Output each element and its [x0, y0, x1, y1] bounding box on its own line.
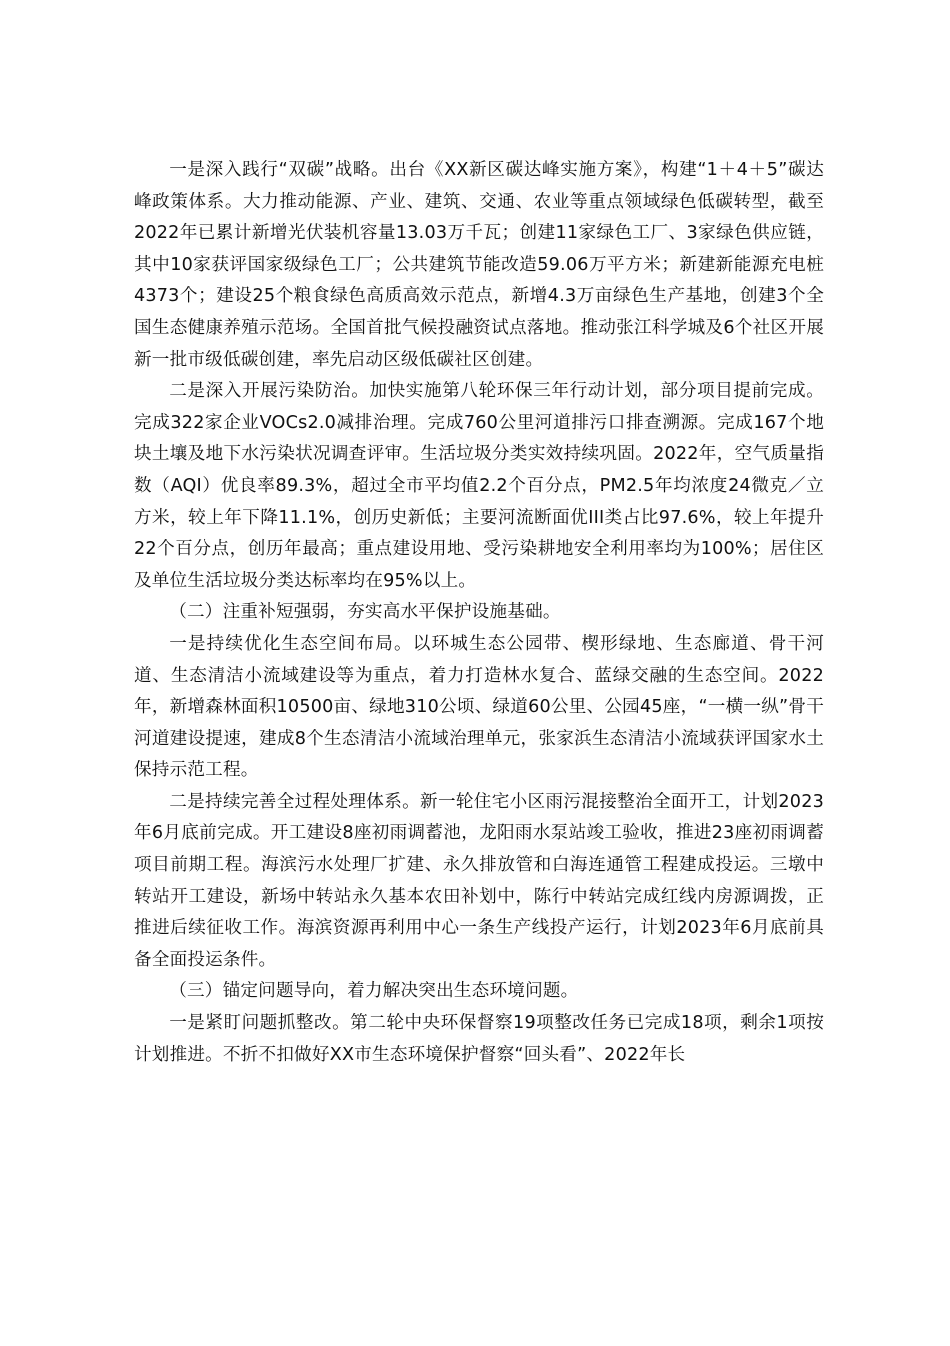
- paragraph-rectification: 一是紧盯问题抓整改。第二轮中央环保督察19项整改任务已完成18项，剩余1项按计划推进。不折不扣做好XX市生态环境保护督察“回头看”、2022年长: [134, 1013, 824, 1065]
- paragraph-dual-carbon: 一是深入践行“双碳”战略。出台《XX新区碳达峰实施方案》，构建“1＋4＋5”碳达峰政策体系。大力推动能源、产业、建筑、交通、农业等重点领域绿色低碳转型，截至2022年已累计新增光伏装机容量13.03万千瓦；创建11家绿色工厂、3家绿色供应链，其中10家获评国家级绿色工厂；公共建筑节能改造59.06万平方米；新建新能源充电桩4373个；建设25个粮食绿色高质高效示范点，新增4.3万亩绿色生产基地，创建3个全国生态健康养殖示范场。全国首批气候投融资试点落地。推动张江科学城及6个社区开展新一批市级低碳创建，率先启动区级低碳社区创建。: [134, 160, 824, 370]
- paragraph-pollution-control: 二是深入开展污染防治。加快实施第八轮环保三年行动计划，部分项目提前完成。完成322家企业VOCs2.0减排治理。完成760公里河道排污口排查溯源。完成167个地块土壤及地下水污染状况调查评审。生活垃圾分类实效持续巩固。2022年，空气质量指数（AQI）优良率89.3%，超过全市平均值2.2个百分点，PM2.5年均浓度24微克／立方米，较上年下降11.1%，创历史新低；主要河流断面优III类占比97.6%，较上年提升22个百分点，创历年最高；重点建设用地、受污染耕地安全利用率均为100%；居住区及单位生活垃圾分类达标率均在95%以上。: [134, 381, 824, 591]
- section-heading-two: （二）注重补短强弱，夯实高水平保护设施基础。: [169, 602, 561, 623]
- section-heading-three: （三）锚定问题导向，着力解决突出生态环境问题。: [169, 981, 579, 1002]
- paragraph-processing-system: 二是持续完善全过程处理体系。新一轮住宅小区雨污混接整治全面开工，计划2023年6月底前完成。开工建设8座初雨调蓄池，龙阳雨水泵站竣工验收，推进23座初雨调蓄项目前期工程。海滨污水处理厂扩建、永久排放管和白海连通管工程建成投运。三墩中转站开工建设，新场中转站永久基本农田补划中，陈行中转站完成红线内房源调拨，正推进后续征收工作。海滨资源再利用中心一条生产线投产运行，计划2023年6月底前具备全面投运条件。: [134, 791, 824, 970]
- document-body: [134, 155, 824, 1175]
- paragraph-ecological-space: 一是持续优化生态空间布局。以环城生态公园带、楔形绿地、生态廊道、骨干河道、生态清洁小流域建设等为重点，着力打造林水复合、蓝绿交融的生态空间。2022年，新增森林面积10500亩、绿地310公顷、绿道60公里、公园45座，“一横一纵”骨干河道建设提速，建成8个生态清洁小流域治理单元，张家浜生态清洁小流域获评国家水土保持示范工程。: [134, 633, 824, 781]
